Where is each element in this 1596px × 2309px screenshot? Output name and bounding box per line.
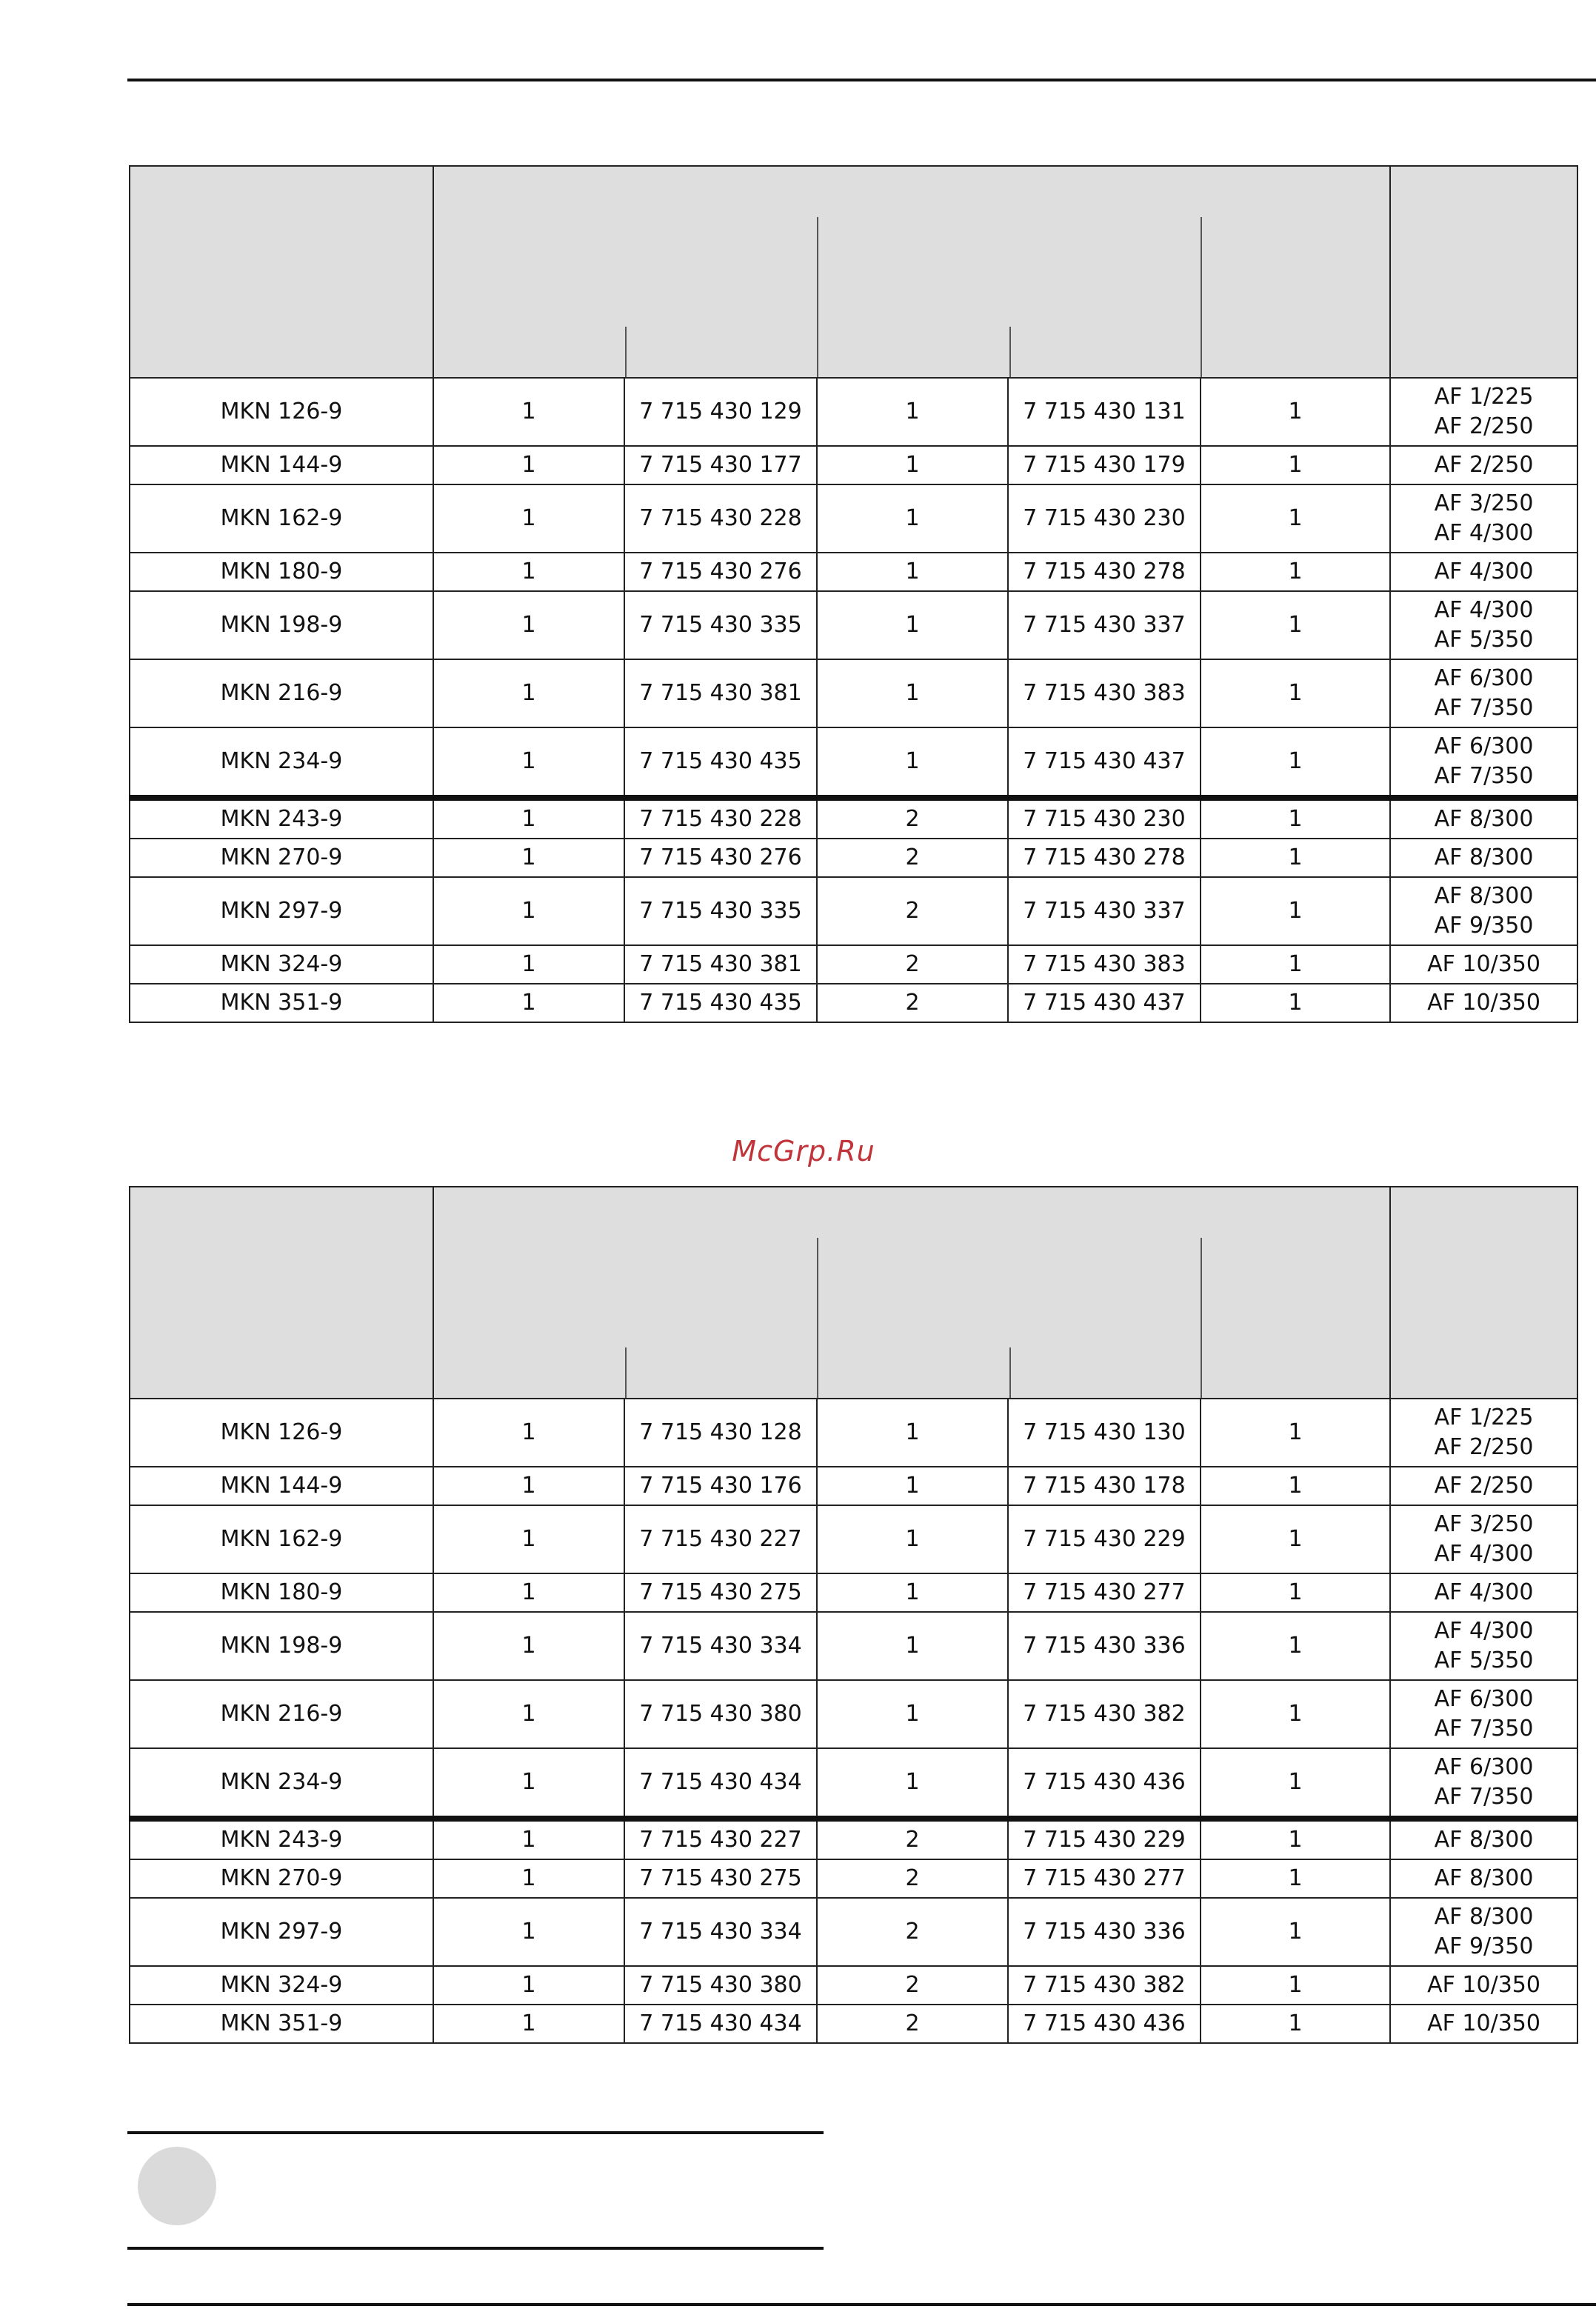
cell-af (1390, 1680, 1577, 1748)
cell-model: MKN 162-9 (130, 484, 433, 553)
cell-qty-3: 1 (1201, 877, 1390, 945)
cell-af (1390, 553, 1577, 591)
cell-qty-2: 1 (817, 727, 1008, 798)
header-divider (1009, 1347, 1011, 1398)
cell-qty-1: 1 (433, 1680, 624, 1748)
af-value: AF 7/350 (1434, 763, 1534, 789)
cell-part-number-1: 7 715 430 380 (624, 1680, 817, 1748)
cell-part-number-1: 7 715 430 335 (624, 877, 817, 945)
cell-qty-3: 1 (1201, 1399, 1390, 1467)
cell-qty-2: 1 (817, 553, 1008, 591)
parts-table (129, 165, 1578, 1023)
cell-af (1390, 1612, 1577, 1680)
cell-af (1390, 945, 1577, 984)
cell-part-number-2: 7 715 430 229 (1008, 1819, 1201, 1859)
af-value: AF 9/350 (1434, 913, 1534, 939)
cell-part-number-2: 7 715 430 437 (1008, 984, 1201, 1022)
cell-qty-3: 1 (1201, 1505, 1390, 1573)
header-cell-group (433, 1187, 1390, 1399)
cell-qty-3: 1 (1201, 727, 1390, 798)
af-value: AF 6/300 (1434, 733, 1534, 759)
cell-af (1390, 484, 1577, 553)
cell-model: MKN 126-9 (130, 1399, 433, 1467)
cell-part-number-1: 7 715 430 334 (624, 1898, 817, 1966)
table-row (130, 945, 1577, 984)
cell-part-number-2: 7 715 430 436 (1008, 2005, 1201, 2043)
cell-qty-3: 1 (1201, 1467, 1390, 1505)
cell-qty-2: 1 (817, 1467, 1008, 1505)
cell-qty-3: 1 (1201, 2005, 1390, 2043)
cell-model: MKN 144-9 (130, 1467, 433, 1505)
cell-af (1390, 1859, 1577, 1898)
cell-part-number-2: 7 715 430 229 (1008, 1505, 1201, 1573)
af-value: AF 10/350 (1427, 990, 1540, 1016)
cell-qty-2: 2 (817, 1859, 1008, 1898)
cell-part-number-1: 7 715 430 228 (624, 798, 817, 839)
cell-qty-2: 1 (817, 1612, 1008, 1680)
cell-model: MKN 126-9 (130, 378, 433, 446)
cell-part-number-2: 7 715 430 230 (1008, 798, 1201, 839)
af-value: AF 4/300 (1434, 1618, 1534, 1644)
table-row (130, 1399, 1577, 1467)
af-value: AF 8/300 (1434, 1827, 1534, 1853)
cell-qty-1: 1 (433, 1819, 624, 1859)
af-value: AF 7/350 (1434, 695, 1534, 721)
cell-model: MKN 243-9 (130, 798, 433, 839)
bottom-rule (127, 2303, 1596, 2306)
cell-part-number-2: 7 715 430 336 (1008, 1612, 1201, 1680)
af-value: AF 2/250 (1434, 1434, 1534, 1460)
af-value: AF 2/250 (1434, 413, 1534, 439)
af-value: AF 7/350 (1434, 1784, 1534, 1810)
cell-part-number-1: 7 715 430 129 (624, 378, 817, 446)
header-divider (1201, 217, 1202, 377)
cell-qty-2: 2 (817, 1898, 1008, 1966)
cell-qty-1: 1 (433, 1966, 624, 2005)
header-divider (625, 327, 627, 377)
cell-part-number-2: 7 715 430 278 (1008, 839, 1201, 877)
cell-model: MKN 270-9 (130, 839, 433, 877)
table-row (130, 839, 1577, 877)
header-cell-model (130, 1187, 433, 1399)
cell-part-number-2: 7 715 430 130 (1008, 1399, 1201, 1467)
af-value: AF 4/300 (1434, 520, 1534, 546)
cell-qty-2: 1 (817, 1680, 1008, 1748)
cell-part-number-1: 7 715 430 380 (624, 1966, 817, 2005)
cell-part-number-2: 7 715 430 383 (1008, 659, 1201, 727)
header-cell-af (1390, 1187, 1577, 1399)
cell-qty-2: 2 (817, 798, 1008, 839)
cell-af (1390, 378, 1577, 446)
cell-qty-1: 1 (433, 659, 624, 727)
cell-qty-3: 1 (1201, 446, 1390, 484)
cell-qty-2: 1 (817, 378, 1008, 446)
parts-table-1-container (129, 165, 1577, 1023)
cell-qty-2: 1 (817, 659, 1008, 727)
cell-qty-1: 1 (433, 553, 624, 591)
af-value: AF 8/300 (1434, 806, 1534, 832)
af-value: AF 2/250 (1434, 452, 1534, 478)
cell-model: MKN 234-9 (130, 727, 433, 798)
cell-af (1390, 1819, 1577, 1859)
cell-part-number-1: 7 715 430 275 (624, 1859, 817, 1898)
cell-part-number-2: 7 715 430 179 (1008, 446, 1201, 484)
cell-part-number-2: 7 715 430 383 (1008, 945, 1201, 984)
header-cell-af (1390, 166, 1577, 378)
header-divider (817, 1238, 818, 1398)
af-value: AF 4/300 (1434, 1541, 1534, 1567)
cell-model: MKN 324-9 (130, 945, 433, 984)
table-row (130, 1898, 1577, 1966)
cell-part-number-2: 7 715 430 178 (1008, 1467, 1201, 1505)
cell-qty-1: 1 (433, 1399, 624, 1467)
cell-qty-2: 2 (817, 945, 1008, 984)
cell-part-number-1: 7 715 430 275 (624, 1573, 817, 1612)
cell-qty-2: 1 (817, 591, 1008, 659)
cell-part-number-2: 7 715 430 436 (1008, 1748, 1201, 1819)
cell-qty-3: 1 (1201, 945, 1390, 984)
header-cell-model (130, 166, 433, 378)
cell-qty-3: 1 (1201, 591, 1390, 659)
cell-model: MKN 216-9 (130, 1680, 433, 1748)
cell-qty-3: 1 (1201, 378, 1390, 446)
cell-part-number-1: 7 715 430 335 (624, 591, 817, 659)
cell-model: MKN 297-9 (130, 877, 433, 945)
header-divider (1009, 327, 1011, 377)
cell-model: MKN 351-9 (130, 2005, 433, 2043)
table-row (130, 1505, 1577, 1573)
cell-part-number-1: 7 715 430 381 (624, 659, 817, 727)
af-value: AF 7/350 (1434, 1716, 1534, 1742)
cell-qty-1: 1 (433, 984, 624, 1022)
cell-af (1390, 1573, 1577, 1612)
cell-qty-3: 1 (1201, 1748, 1390, 1819)
cell-qty-1: 1 (433, 2005, 624, 2043)
cell-qty-3: 1 (1201, 1612, 1390, 1680)
cell-qty-2: 1 (817, 1399, 1008, 1467)
cell-qty-1: 1 (433, 839, 624, 877)
cell-part-number-1: 7 715 430 276 (624, 553, 817, 591)
cell-af (1390, 1505, 1577, 1573)
af-value: AF 6/300 (1434, 665, 1534, 691)
cell-model: MKN 180-9 (130, 553, 433, 591)
header-divider (817, 217, 818, 377)
af-value: AF 10/350 (1427, 951, 1540, 977)
note-rule-bottom (127, 2247, 824, 2250)
table-row (130, 378, 1577, 446)
cell-af (1390, 591, 1577, 659)
cell-part-number-1: 7 715 430 177 (624, 446, 817, 484)
cell-part-number-1: 7 715 430 128 (624, 1399, 817, 1467)
cell-af (1390, 446, 1577, 484)
table-row (130, 591, 1577, 659)
cell-model: MKN 144-9 (130, 446, 433, 484)
af-value: AF 3/250 (1434, 1511, 1534, 1537)
cell-af (1390, 877, 1577, 945)
cell-part-number-2: 7 715 430 277 (1008, 1573, 1201, 1612)
table-row (130, 984, 1577, 1022)
cell-af (1390, 1966, 1577, 2005)
cell-qty-1: 1 (433, 1573, 624, 1612)
cell-part-number-1: 7 715 430 334 (624, 1612, 817, 1680)
cell-qty-1: 1 (433, 798, 624, 839)
header-cell-group (433, 166, 1390, 378)
cell-part-number-2: 7 715 430 131 (1008, 378, 1201, 446)
cell-part-number-2: 7 715 430 437 (1008, 727, 1201, 798)
cell-model: MKN 324-9 (130, 1966, 433, 2005)
watermark: McGrp.Ru (732, 1135, 875, 1167)
af-value: AF 10/350 (1427, 2010, 1540, 2036)
cell-qty-1: 1 (433, 727, 624, 798)
cell-qty-3: 1 (1201, 984, 1390, 1022)
cell-model: MKN 351-9 (130, 984, 433, 1022)
af-value: AF 5/350 (1434, 1647, 1534, 1673)
cell-qty-1: 1 (433, 378, 624, 446)
af-value: AF 2/250 (1434, 1473, 1534, 1499)
cell-af (1390, 1748, 1577, 1819)
table-row (130, 2005, 1577, 2043)
cell-qty-2: 1 (817, 484, 1008, 553)
cell-part-number-1: 7 715 430 381 (624, 945, 817, 984)
cell-qty-3: 1 (1201, 798, 1390, 839)
cell-qty-1: 1 (433, 945, 624, 984)
note-rule-top (127, 2131, 824, 2134)
cell-qty-1: 1 (433, 1612, 624, 1680)
cell-qty-2: 2 (817, 1819, 1008, 1859)
cell-qty-1: 1 (433, 1505, 624, 1573)
info-circle-icon (138, 2147, 216, 2225)
cell-model: MKN 198-9 (130, 591, 433, 659)
af-value: AF 1/225 (1434, 384, 1534, 410)
cell-qty-2: 2 (817, 1966, 1008, 2005)
af-value: AF 8/300 (1434, 883, 1534, 909)
cell-af (1390, 1399, 1577, 1467)
cell-part-number-1: 7 715 430 434 (624, 1748, 817, 1819)
af-value: AF 8/300 (1434, 1865, 1534, 1891)
cell-part-number-1: 7 715 430 435 (624, 984, 817, 1022)
af-value: AF 5/350 (1434, 627, 1534, 653)
cell-qty-2: 1 (817, 1573, 1008, 1612)
cell-qty-3: 1 (1201, 1680, 1390, 1748)
table-row (130, 1859, 1577, 1898)
cell-part-number-2: 7 715 430 382 (1008, 1966, 1201, 2005)
header-divider (625, 1347, 627, 1398)
cell-model: MKN 162-9 (130, 1505, 433, 1573)
parts-table (129, 1186, 1578, 2044)
cell-part-number-2: 7 715 430 277 (1008, 1859, 1201, 1898)
cell-part-number-2: 7 715 430 382 (1008, 1680, 1201, 1748)
cell-model: MKN 180-9 (130, 1573, 433, 1612)
cell-part-number-1: 7 715 430 228 (624, 484, 817, 553)
cell-qty-1: 1 (433, 1748, 624, 1819)
table-row (130, 446, 1577, 484)
cell-part-number-1: 7 715 430 227 (624, 1505, 817, 1573)
cell-model: MKN 243-9 (130, 1819, 433, 1859)
table-row (130, 484, 1577, 553)
cell-qty-1: 1 (433, 591, 624, 659)
table-row (130, 1748, 1577, 1819)
cell-qty-1: 1 (433, 1898, 624, 1966)
cell-af (1390, 798, 1577, 839)
af-value: AF 10/350 (1427, 1972, 1540, 1998)
cell-part-number-2: 7 715 430 337 (1008, 591, 1201, 659)
table-row (130, 798, 1577, 839)
table-row (130, 553, 1577, 591)
cell-qty-3: 1 (1201, 839, 1390, 877)
af-value: AF 6/300 (1434, 1754, 1534, 1780)
cell-af (1390, 2005, 1577, 2043)
cell-part-number-2: 7 715 430 336 (1008, 1898, 1201, 1966)
af-value: AF 4/300 (1434, 1579, 1534, 1605)
table-row (130, 1819, 1577, 1859)
table-row (130, 1966, 1577, 2005)
cell-qty-1: 1 (433, 877, 624, 945)
cell-qty-1: 1 (433, 484, 624, 553)
af-value: AF 9/350 (1434, 1933, 1534, 1959)
af-value: AF 6/300 (1434, 1686, 1534, 1712)
cell-qty-2: 1 (817, 1748, 1008, 1819)
cell-af (1390, 839, 1577, 877)
cell-part-number-1: 7 715 430 435 (624, 727, 817, 798)
cell-part-number-1: 7 715 430 227 (624, 1819, 817, 1859)
table-header (130, 1187, 1577, 1399)
af-value: AF 8/300 (1434, 1904, 1534, 1930)
cell-model: MKN 297-9 (130, 1898, 433, 1966)
cell-af (1390, 984, 1577, 1022)
table-row (130, 1680, 1577, 1748)
parts-table-2-container (129, 1186, 1577, 2044)
cell-part-number-2: 7 715 430 278 (1008, 553, 1201, 591)
cell-qty-3: 1 (1201, 1859, 1390, 1898)
table-header (130, 166, 1577, 378)
cell-qty-3: 1 (1201, 484, 1390, 553)
cell-qty-3: 1 (1201, 553, 1390, 591)
af-value: AF 8/300 (1434, 844, 1534, 870)
cell-part-number-2: 7 715 430 337 (1008, 877, 1201, 945)
cell-qty-2: 2 (817, 984, 1008, 1022)
cell-qty-3: 1 (1201, 1819, 1390, 1859)
cell-qty-1: 1 (433, 1859, 624, 1898)
cell-model: MKN 198-9 (130, 1612, 433, 1680)
table-row (130, 727, 1577, 798)
af-value: AF 4/300 (1434, 559, 1534, 584)
table-row (130, 1467, 1577, 1505)
cell-af (1390, 1898, 1577, 1966)
cell-af (1390, 659, 1577, 727)
cell-qty-3: 1 (1201, 1573, 1390, 1612)
cell-qty-3: 1 (1201, 659, 1390, 727)
cell-part-number-1: 7 715 430 276 (624, 839, 817, 877)
cell-model: MKN 270-9 (130, 1859, 433, 1898)
cell-qty-2: 2 (817, 839, 1008, 877)
table-row (130, 1573, 1577, 1612)
cell-qty-2: 1 (817, 1505, 1008, 1573)
cell-af (1390, 1467, 1577, 1505)
cell-qty-1: 1 (433, 1467, 624, 1505)
cell-qty-2: 2 (817, 2005, 1008, 2043)
header-divider (1201, 1238, 1202, 1398)
cell-qty-2: 1 (817, 446, 1008, 484)
table-row (130, 1612, 1577, 1680)
cell-qty-3: 1 (1201, 1898, 1390, 1966)
top-rule (127, 79, 1596, 81)
cell-model: MKN 216-9 (130, 659, 433, 727)
af-value: AF 4/300 (1434, 597, 1534, 623)
cell-model: MKN 234-9 (130, 1748, 433, 1819)
cell-qty-3: 1 (1201, 1966, 1390, 2005)
af-value: AF 1/225 (1434, 1405, 1534, 1430)
cell-qty-2: 2 (817, 877, 1008, 945)
table-row (130, 659, 1577, 727)
af-value: AF 3/250 (1434, 490, 1534, 516)
cell-part-number-1: 7 715 430 176 (624, 1467, 817, 1505)
cell-qty-1: 1 (433, 446, 624, 484)
cell-part-number-1: 7 715 430 434 (624, 2005, 817, 2043)
table-row (130, 877, 1577, 945)
cell-af (1390, 727, 1577, 798)
cell-part-number-2: 7 715 430 230 (1008, 484, 1201, 553)
